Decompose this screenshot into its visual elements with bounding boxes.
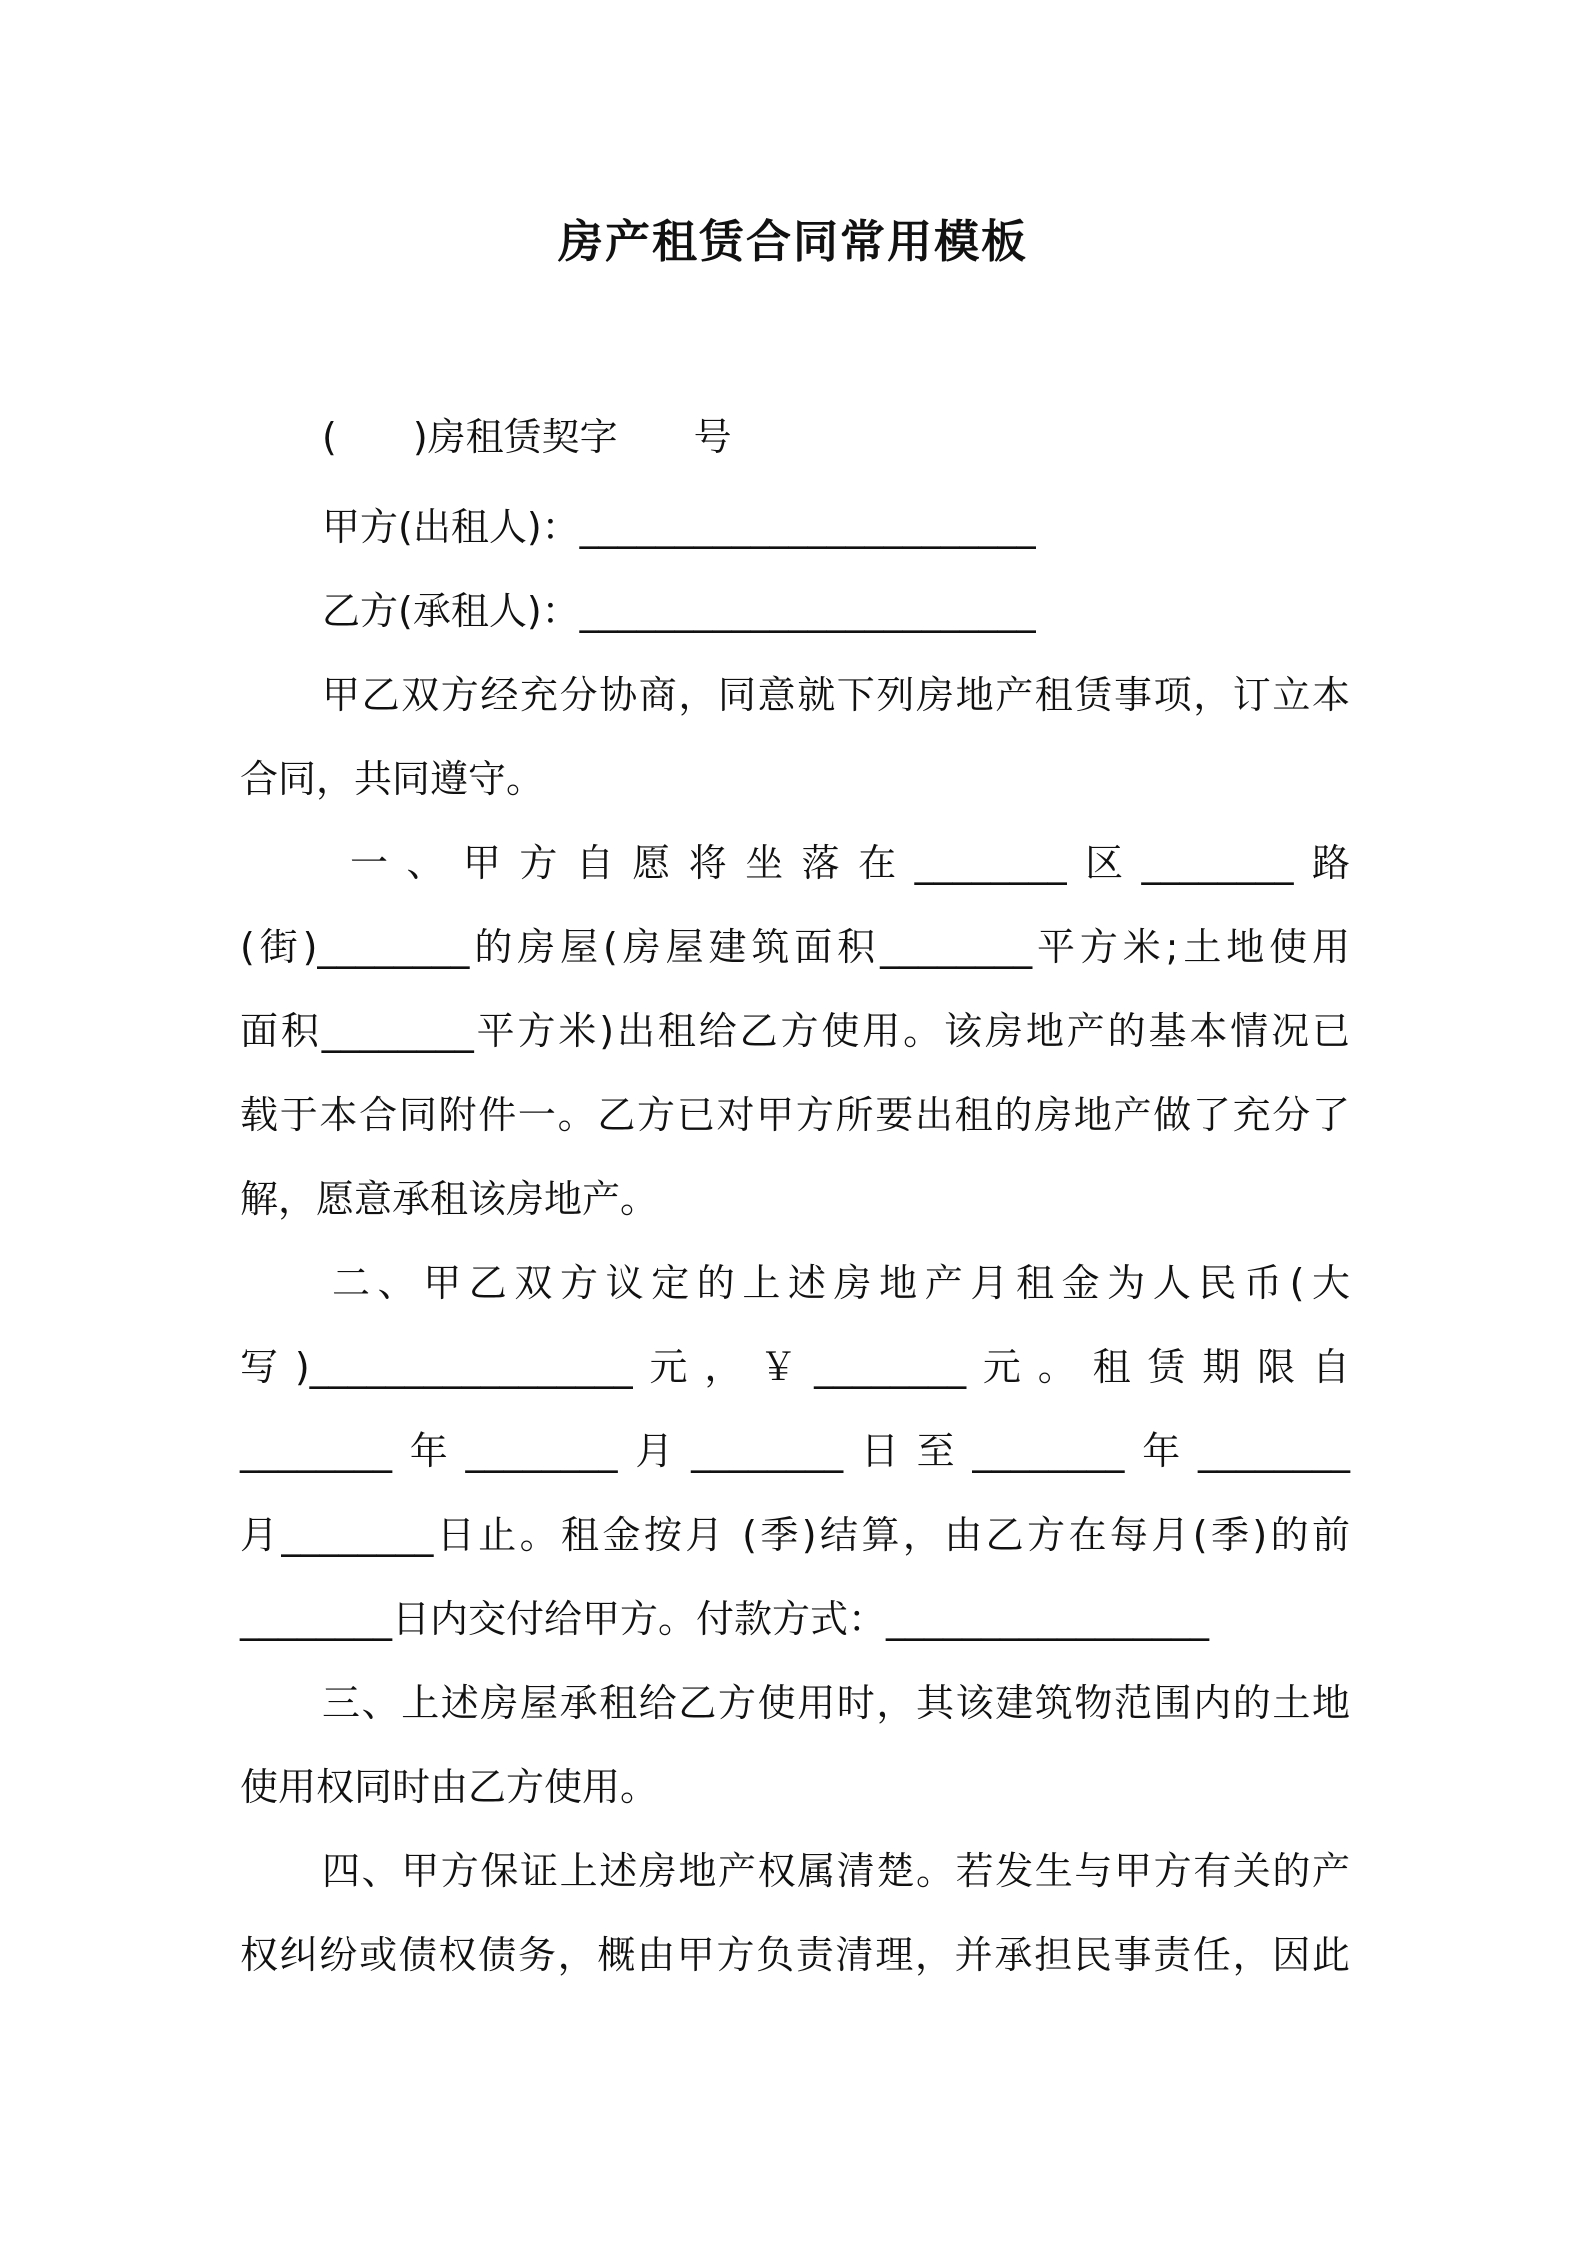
clause-1-line: 解，愿意承租该房地产。 — [240, 1177, 659, 1221]
clause-2-line: 月________日止。租金按月 (季)结算，由乙方在每月(季)的前 — [240, 1513, 1350, 1557]
intro-paragraph-line: 合同，共同遵守。 — [240, 757, 545, 801]
clause-2-line: 二、甲乙双方议定的上述房地产月租金为人民币(大 — [332, 1261, 1350, 1305]
clause-4-line: 权纠纷或债权债务，概由甲方负责清理，并承担民事责任，因此 — [240, 1933, 1350, 1977]
clause-1-line: (街)________的房屋(房屋建筑面积________平方米;土地使用 — [240, 925, 1350, 969]
party-b-line: 乙方(承租人)：________________________ — [322, 589, 1036, 633]
document-title: 房产租赁合同常用模板 — [557, 215, 1028, 268]
clause-2-line: 写)_________________元，￥________元。租赁期限自 — [240, 1345, 1350, 1389]
contract-number-line: ( )房租赁契字 号 — [322, 415, 732, 459]
clause-2-line: ________年________月________日至________年________ — [240, 1429, 1350, 1473]
clause-1-line: 载于本合同附件一。乙方已对甲方所要出租的房地产做了充分了 — [240, 1093, 1350, 1137]
clause-4-line: 四、甲方保证上述房地产权属清楚。若发生与甲方有关的产 — [322, 1849, 1350, 1893]
clause-3-line: 使用权同时由乙方使用。 — [240, 1765, 659, 1809]
clause-2-line: ________日内交付给甲方。付款方式：_________________ — [240, 1597, 1210, 1641]
clause-1-line: 一、甲方自愿将坐落在________区________路 — [350, 841, 1350, 885]
clause-3-line: 三、上述房屋承租给乙方使用时，其该建筑物范围内的土地 — [322, 1681, 1350, 1725]
party-a-line: 甲方(出租人)：________________________ — [322, 505, 1036, 549]
clause-1-line: 面积________平方米)出租给乙方使用。该房地产的基本情况已 — [240, 1009, 1350, 1053]
intro-paragraph-line: 甲乙双方经充分协商，同意就下列房地产租赁事项，订立本 — [322, 673, 1350, 717]
